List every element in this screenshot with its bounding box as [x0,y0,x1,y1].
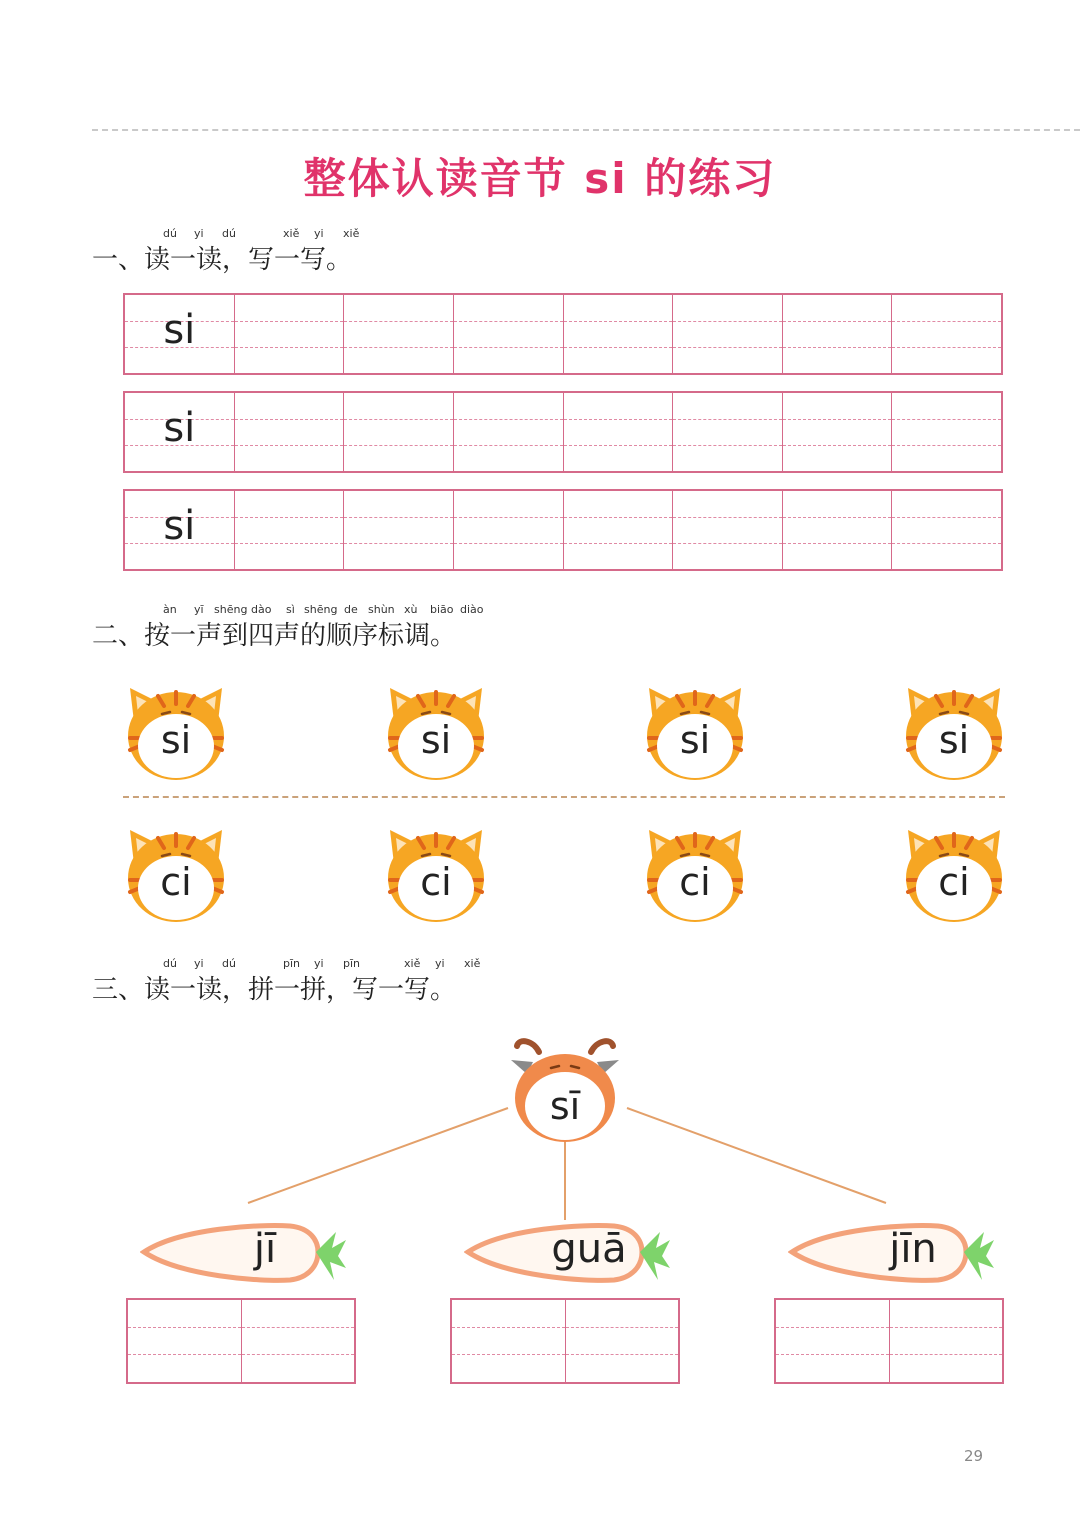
ruby-xie-2: xiě [464,957,481,970]
ruby-yi-1: yi [194,957,204,970]
ruby-dao: dào [251,603,272,616]
ruby-xie-1: xiě [283,227,300,240]
answer-box-gua[interactable] [450,1298,680,1384]
ruby-xu: xù [404,603,418,616]
ruby-de: de [344,603,358,616]
section-1-title: 一、读一读，写一写。 [92,245,353,275]
answer-cell[interactable] [776,1300,890,1382]
page-number: 29 [964,1447,984,1465]
section-2-title: 二、按一声到四声的顺序标调。 [92,621,457,651]
ruby-yi-2: yi [314,957,324,970]
answer-box-jin[interactable] [774,1298,1004,1384]
ruby-du-2: dú [222,957,236,970]
tiger-label: ci [938,860,970,904]
answer-box-ji[interactable] [126,1298,356,1384]
carrot-ji [140,1218,350,1288]
ruby-yi: yī [194,603,204,616]
root-syllable: sī [549,1084,581,1128]
branch-syllable: jīn [889,1226,937,1272]
tiger-label: si [938,718,970,762]
ruby-biao: biāo [430,603,454,616]
tiger-label: si [420,718,452,762]
ruby-sheng-2: shēng [304,603,338,616]
ruby-yi-2: yi [314,227,324,240]
ruby-xie-2: xiě [343,227,360,240]
section-3-title: 三、读一读，拼一拼，写一写。 [92,975,457,1005]
ruby-du-2: dú [222,227,236,240]
tiger-label: si [160,718,192,762]
ruby-du-1: dú [163,957,177,970]
tiger-label: si [679,718,711,762]
ruby-sheng-1: shēng [214,603,248,616]
ruby-diao: diào [460,603,484,616]
answer-cell[interactable] [566,1300,679,1382]
carrot-gua [464,1218,674,1288]
page-title: 整体认读音节 si 的练习 [303,154,777,203]
branch-syllable: guā [551,1226,627,1272]
ruby-an: àn [163,603,177,616]
answer-cell[interactable] [890,1300,1003,1382]
branch-syllable: jī [253,1226,277,1272]
ruby-yi-3: yi [435,957,445,970]
answer-cell[interactable] [452,1300,566,1382]
grid-cell-sample: si [125,491,235,569]
carrot-jin [788,1218,998,1288]
tiger-label: ci [420,860,452,904]
tiger-label: ci [679,860,711,904]
answer-cell[interactable] [128,1300,242,1382]
ruby-shun: shùn [368,603,395,616]
tiger-label: ci [160,860,192,904]
ruby-pin-2: pīn [343,957,361,970]
ruby-du-1: dú [163,227,177,240]
ruby-xie-1: xiě [404,957,421,970]
answer-cell[interactable] [242,1300,355,1382]
ruby-yi-1: yi [194,227,204,240]
grid-cell-sample: si [125,393,235,471]
ruby-pin-1: pīn [283,957,301,970]
grid-cell-sample: si [125,295,235,373]
ruby-si: sì [286,603,295,616]
goat-root [503,1034,627,1144]
